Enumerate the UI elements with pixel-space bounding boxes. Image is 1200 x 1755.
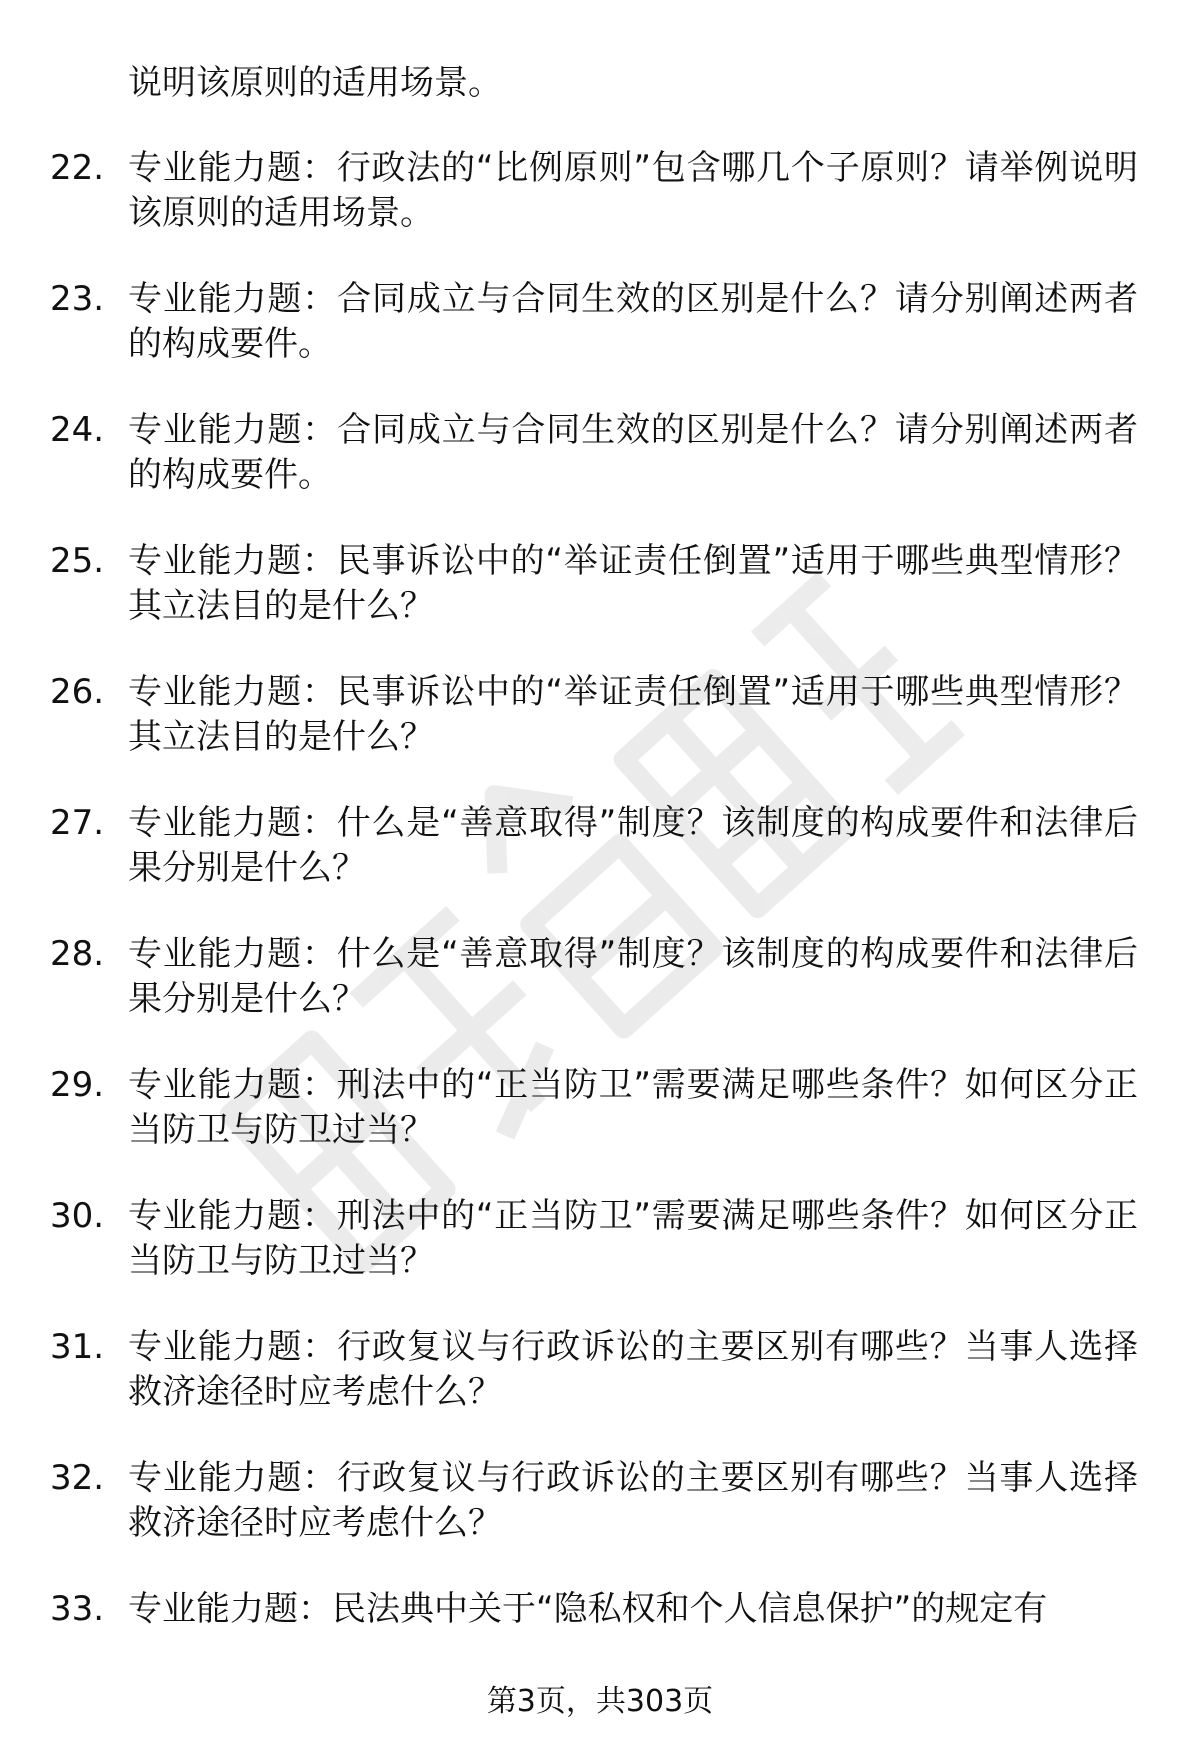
question-text: 专业能力题：什么是“善意取得”制度？该制度的构成要件和法律后果分别是什么？ bbox=[128, 934, 1138, 1019]
question-text: 专业能力题：行政法的“比例原则”包含哪几个子原则？请举例说明该原则的适用场景。 bbox=[128, 148, 1138, 233]
question-text: 专业能力题：刑法中的“正当防卫”需要满足哪些条件？如何区分正当防卫与防卫过当？ bbox=[128, 1065, 1138, 1150]
question-number: 32. bbox=[50, 1458, 105, 1498]
question-number: 33. bbox=[50, 1589, 105, 1629]
question-item-23 bbox=[0, 277, 1200, 367]
question-text: 专业能力题：刑法中的“正当防卫”需要满足哪些条件？如何区分正当防卫与防卫过当？ bbox=[128, 1196, 1138, 1281]
question-text: 专业能力题：民事诉讼中的“举证责任倒置”适用于哪些典型情形？其立法目的是什么？ bbox=[128, 541, 1138, 626]
question-list bbox=[0, 146, 1200, 1718]
question-item-22 bbox=[0, 146, 1200, 236]
question-number: 26. bbox=[50, 672, 105, 712]
question-item-32 bbox=[0, 1456, 1200, 1546]
question-item-30 bbox=[0, 1194, 1200, 1284]
question-number: 28. bbox=[50, 934, 105, 974]
page-footer: 第3页，共303页 bbox=[486, 1684, 714, 1719]
question-text: 专业能力题：行政复议与行政诉讼的主要区别有哪些？当事人选择救济途径时应考虑什么？ bbox=[128, 1458, 1138, 1543]
question-item-29 bbox=[0, 1063, 1200, 1153]
question-number: 23. bbox=[50, 279, 105, 319]
question-text: 专业能力题：行政复议与行政诉讼的主要区别有哪些？当事人选择救济途径时应考虑什么？ bbox=[128, 1327, 1138, 1412]
question-item-24 bbox=[0, 408, 1200, 498]
question-item-27 bbox=[0, 801, 1200, 891]
question-text: 专业能力题：合同成立与合同生效的区别是什么？请分别阐述两者的构成要件。 bbox=[128, 279, 1138, 364]
question-text: 专业能力题：民法典中关于“隐私权和个人信息保护”的规定有 bbox=[128, 1589, 1048, 1629]
question-number: 29. bbox=[50, 1065, 105, 1105]
question-text: 专业能力题：什么是“善意取得”制度？该制度的构成要件和法律后果分别是什么？ bbox=[128, 803, 1138, 888]
question-number: 22. bbox=[50, 148, 105, 188]
question-item-26 bbox=[0, 670, 1200, 760]
question-item-31 bbox=[0, 1325, 1200, 1415]
question-number: 30. bbox=[50, 1196, 105, 1236]
question-number: 24. bbox=[50, 410, 105, 450]
question-number: 25. bbox=[50, 541, 105, 581]
question-text: 专业能力题：民事诉讼中的“举证责任倒置”适用于哪些典型情形？其立法目的是什么？ bbox=[128, 672, 1138, 757]
continued-text-line: 说明该原则的适用场景。 bbox=[128, 63, 502, 103]
question-item-33 bbox=[0, 1587, 1200, 1677]
question-item-25 bbox=[0, 539, 1200, 629]
question-number: 27. bbox=[50, 803, 105, 843]
question-item-28 bbox=[0, 932, 1200, 1022]
question-text: 专业能力题：合同成立与合同生效的区别是什么？请分别阐述两者的构成要件。 bbox=[128, 410, 1138, 495]
question-number: 31. bbox=[50, 1327, 105, 1367]
